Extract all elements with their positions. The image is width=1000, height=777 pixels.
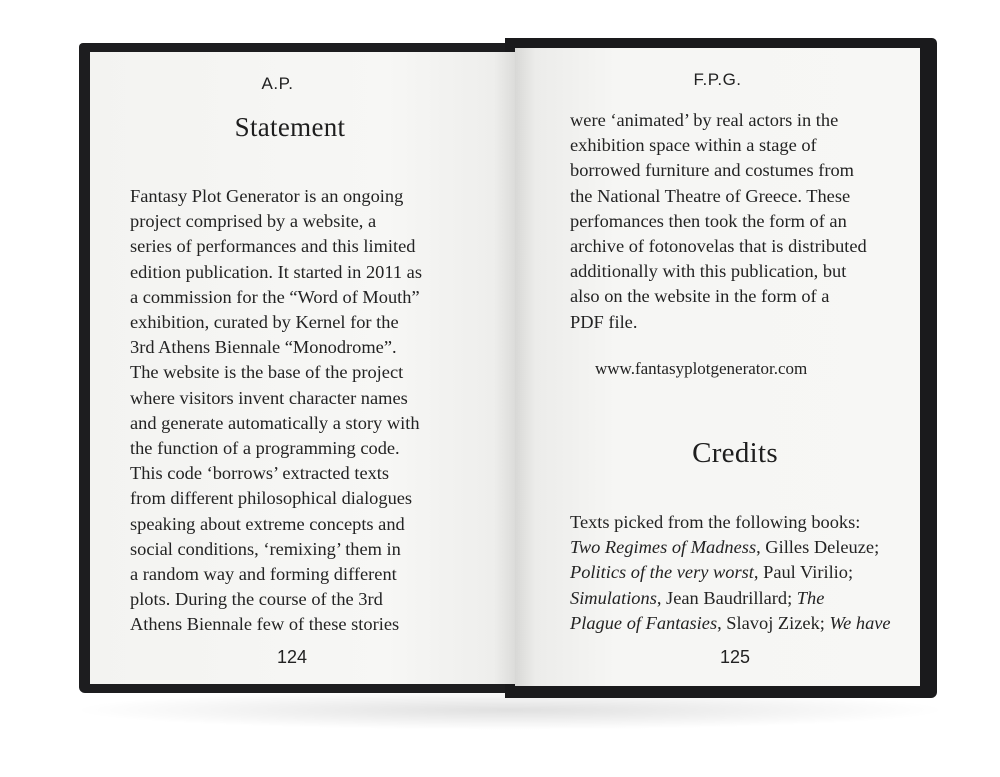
text-line: speaking about extreme concepts and [130, 513, 405, 534]
text-line: exhibition, curated by Kernel for the [130, 312, 399, 333]
website-url: www.fantasyplotgenerator.com [595, 359, 808, 378]
credits-intro: Texts picked from the following books: [570, 512, 861, 532]
text-line: exhibition space within a stage of [570, 135, 817, 156]
text-line: Athens Biennale few of these stories [130, 614, 400, 635]
text-line: from different philosophical dialogues [130, 488, 413, 509]
book-title-start: The [796, 587, 825, 608]
page-number-right: 125 [720, 647, 751, 667]
left-page-header: A.P. [261, 74, 294, 93]
text-line: Fantasy Plot Generator is an ongoing [130, 186, 404, 206]
text-line: also on the website in the form of a [570, 286, 830, 307]
text-line: a random way and forming different [130, 564, 397, 585]
text-line: The website is the base of the project [130, 362, 404, 383]
credits-text [570, 510, 915, 636]
left-page [90, 52, 515, 684]
text-line: where visitors invent character names [130, 387, 408, 408]
text-line: a commission for the “Word of Mouth” [130, 286, 420, 307]
right-page [515, 48, 920, 686]
text-line: 3rd Athens Biennale “Monodrome”. [130, 337, 397, 358]
credit-item [570, 611, 915, 636]
statement-continued-text [570, 108, 910, 335]
text-line: perfomances then took the form of an [570, 210, 847, 231]
credit-item [570, 560, 915, 585]
book-author: , Gilles Deleuze; [756, 537, 880, 558]
book-author: , Paul Virilio; [753, 562, 854, 583]
book-title: Politics of the very worst [570, 562, 754, 583]
text-line: project comprised by a website, a [130, 211, 377, 232]
text-line: archive of fotonovelas that is distributed [570, 236, 867, 257]
book-author: , Jean Baudrillard; [656, 587, 797, 608]
book-author: , Slavoj Zizek; [717, 612, 830, 633]
text-line: series of performances and this limited [130, 236, 416, 257]
text-line: plots. During the course of the 3rd [130, 589, 383, 610]
statement-text [130, 184, 480, 638]
credits-heading: Credits [692, 437, 778, 469]
text-line: edition publication. It started in 2011 as [130, 261, 422, 282]
book-title: Plague of Fantasies [570, 612, 718, 633]
text-line: borrowed furniture and costumes from [570, 160, 854, 181]
text-line: the function of a programming code. [130, 438, 400, 459]
book-title-start: We have [829, 612, 891, 633]
right-page-header: F.P.G. [693, 70, 742, 89]
text-line: were ‘animated’ by real actors in the [570, 110, 839, 130]
text-line: This code ‘borrows’ extracted texts [130, 463, 390, 484]
statement-heading: Statement [234, 112, 346, 142]
text-line: PDF file. [570, 311, 638, 332]
page-number-left: 124 [277, 647, 308, 667]
credit-item [570, 535, 915, 560]
credit-item [570, 586, 915, 611]
text-line: social conditions, ‘remixing’ them in [130, 538, 401, 559]
text-line: the National Theatre of Greece. These [570, 185, 851, 206]
text-line: and generate automatically a story with [130, 412, 420, 433]
book-title: Simulations [570, 587, 657, 608]
text-line: additionally with this publication, but [570, 261, 847, 282]
book-title: Two Regimes of Madness [570, 537, 757, 558]
